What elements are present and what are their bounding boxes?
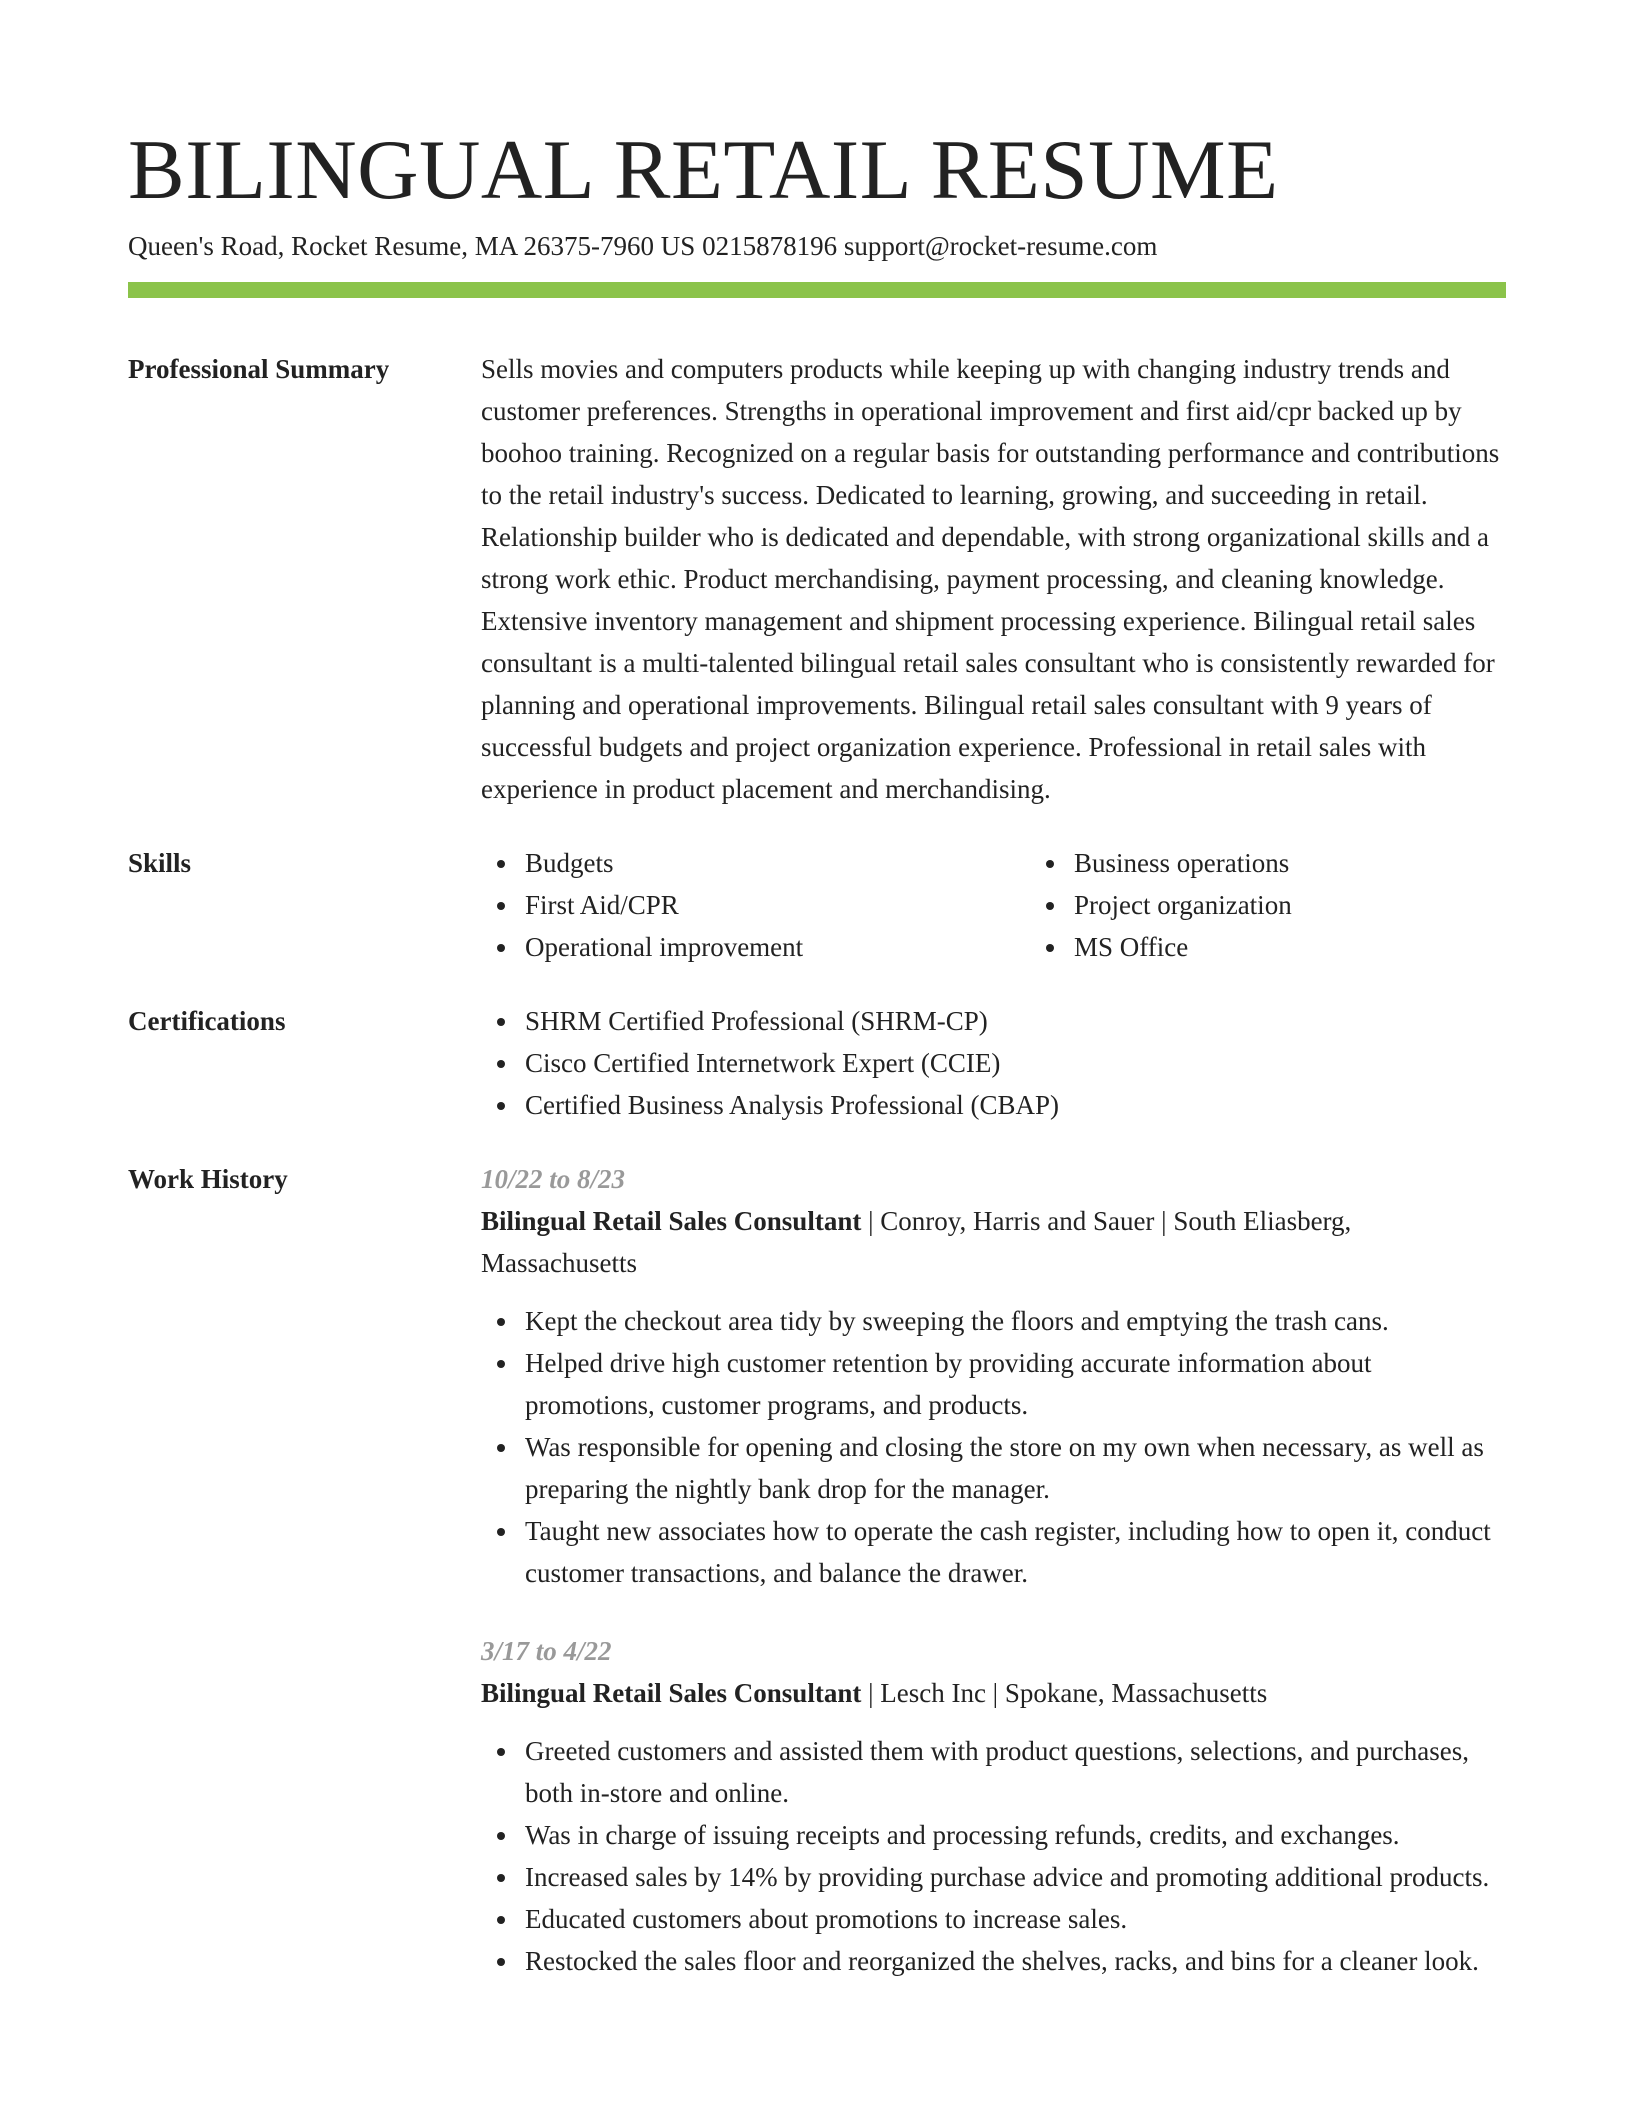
skill-item: First Aid/CPR — [525, 884, 1030, 926]
job-bullet: Increased sales by 14% by providing purchase advice and promoting additional products. — [525, 1856, 1506, 1898]
contact-line: Queen's Road, Rocket Resume, MA 26375-7960 US 0215878196 support@rocket-resume.com — [128, 231, 1158, 261]
section-title: Professional Summary — [128, 354, 390, 384]
resume-name: BILINGUAL RETAIL RESUME — [128, 123, 1279, 217]
certification-item: SHRM Certified Professional (SHRM-CP) — [525, 1000, 1506, 1042]
certification-item: Cisco Certified Internetwork Expert (CCIE) — [525, 1042, 1506, 1084]
job-heading — [481, 1200, 1506, 1284]
job-title: Bilingual Retail Sales Consultant — [481, 1678, 862, 1708]
work-history-section — [128, 1158, 1506, 1982]
skills-section — [128, 842, 1506, 968]
job-employer-location: | Lesch Inc | Spokane, Massachusetts — [861, 1678, 1268, 1708]
skill-item: MS Office — [1074, 926, 1579, 968]
job-bullet: Helped drive high customer retention by providing accurate information about promotions, customer programs, and products. — [525, 1342, 1506, 1426]
job-dates: 10/22 to 8/23 — [481, 1164, 626, 1194]
certifications-section — [128, 1000, 1506, 1126]
summary-section — [128, 348, 1506, 810]
skills-list-right — [1030, 842, 1579, 968]
skill-item: Budgets — [525, 842, 1030, 884]
job-bullet: Was in charge of issuing receipts and processing refunds, credits, and exchanges. — [525, 1814, 1506, 1856]
summary-text: Sells movies and computers products while keeping up with changing industry trends and customer preferences. Strengths in operational improvement and first aid/cpr backed up by boohoo training. Recognized on a regular basis for outstanding performance and contributions to the retail industry's success. Dedicated to learning, growing, and succeeding in retail. Relationship builder who is dedicated and dependable, with strong organizational skills and a strong work ethic. Product merchandising, payment processing, and cleaning knowledge. Extensive inventory management and shipment processing experience. Bilingual retail sales consultant is a multi-talented bilingual retail sales consultant who is consistently rewarded for planning and operational improvements. Bilingual retail sales consultant with 9 years of successful budgets and project organization experience. Professional in retail sales with experience in product placement and merchandising. — [481, 354, 1500, 804]
job-bullet: Greeted customers and assisted them with product questions, selections, and purchases, both in-store and online. — [525, 1730, 1506, 1814]
section-title: Work History — [128, 1164, 288, 1194]
job-bullet: Restocked the sales floor and reorganized the shelves, racks, and bins for a cleaner look. — [525, 1940, 1506, 1982]
job-entry — [481, 1630, 1506, 1982]
skill-item: Operational improvement — [525, 926, 1030, 968]
job-bullet: Educated customers about promotions to increase sales. — [525, 1898, 1506, 1940]
job-employer-location: | Conroy, Harris and Sauer | South Eliasberg, Massachusetts — [481, 1206, 1352, 1278]
job-bullets — [481, 1730, 1506, 1982]
job-bullets — [481, 1300, 1506, 1594]
resume-page — [128, 120, 1506, 1982]
certification-item: Certified Business Analysis Professional (CBAP) — [525, 1084, 1506, 1126]
job-dates: 3/17 to 4/22 — [481, 1636, 612, 1666]
certifications-list — [481, 1000, 1506, 1126]
job-bullet: Taught new associates how to operate the cash register, including how to open it, conduct customer transactions, and balance the drawer. — [525, 1510, 1506, 1594]
job-entry — [481, 1158, 1506, 1594]
accent-divider — [128, 282, 1506, 298]
section-title: Certifications — [128, 1006, 286, 1036]
job-title: Bilingual Retail Sales Consultant — [481, 1206, 862, 1236]
job-bullet: Was responsible for opening and closing the store on my own when necessary, as well as preparing the nightly bank drop for the manager. — [525, 1426, 1506, 1510]
section-title: Skills — [128, 848, 192, 878]
skill-item: Project organization — [1074, 884, 1579, 926]
skills-list-left — [481, 842, 1030, 968]
job-heading — [481, 1672, 1506, 1714]
skill-item: Business operations — [1074, 842, 1579, 884]
job-bullet: Kept the checkout area tidy by sweeping the floors and emptying the trash cans. — [525, 1300, 1506, 1342]
